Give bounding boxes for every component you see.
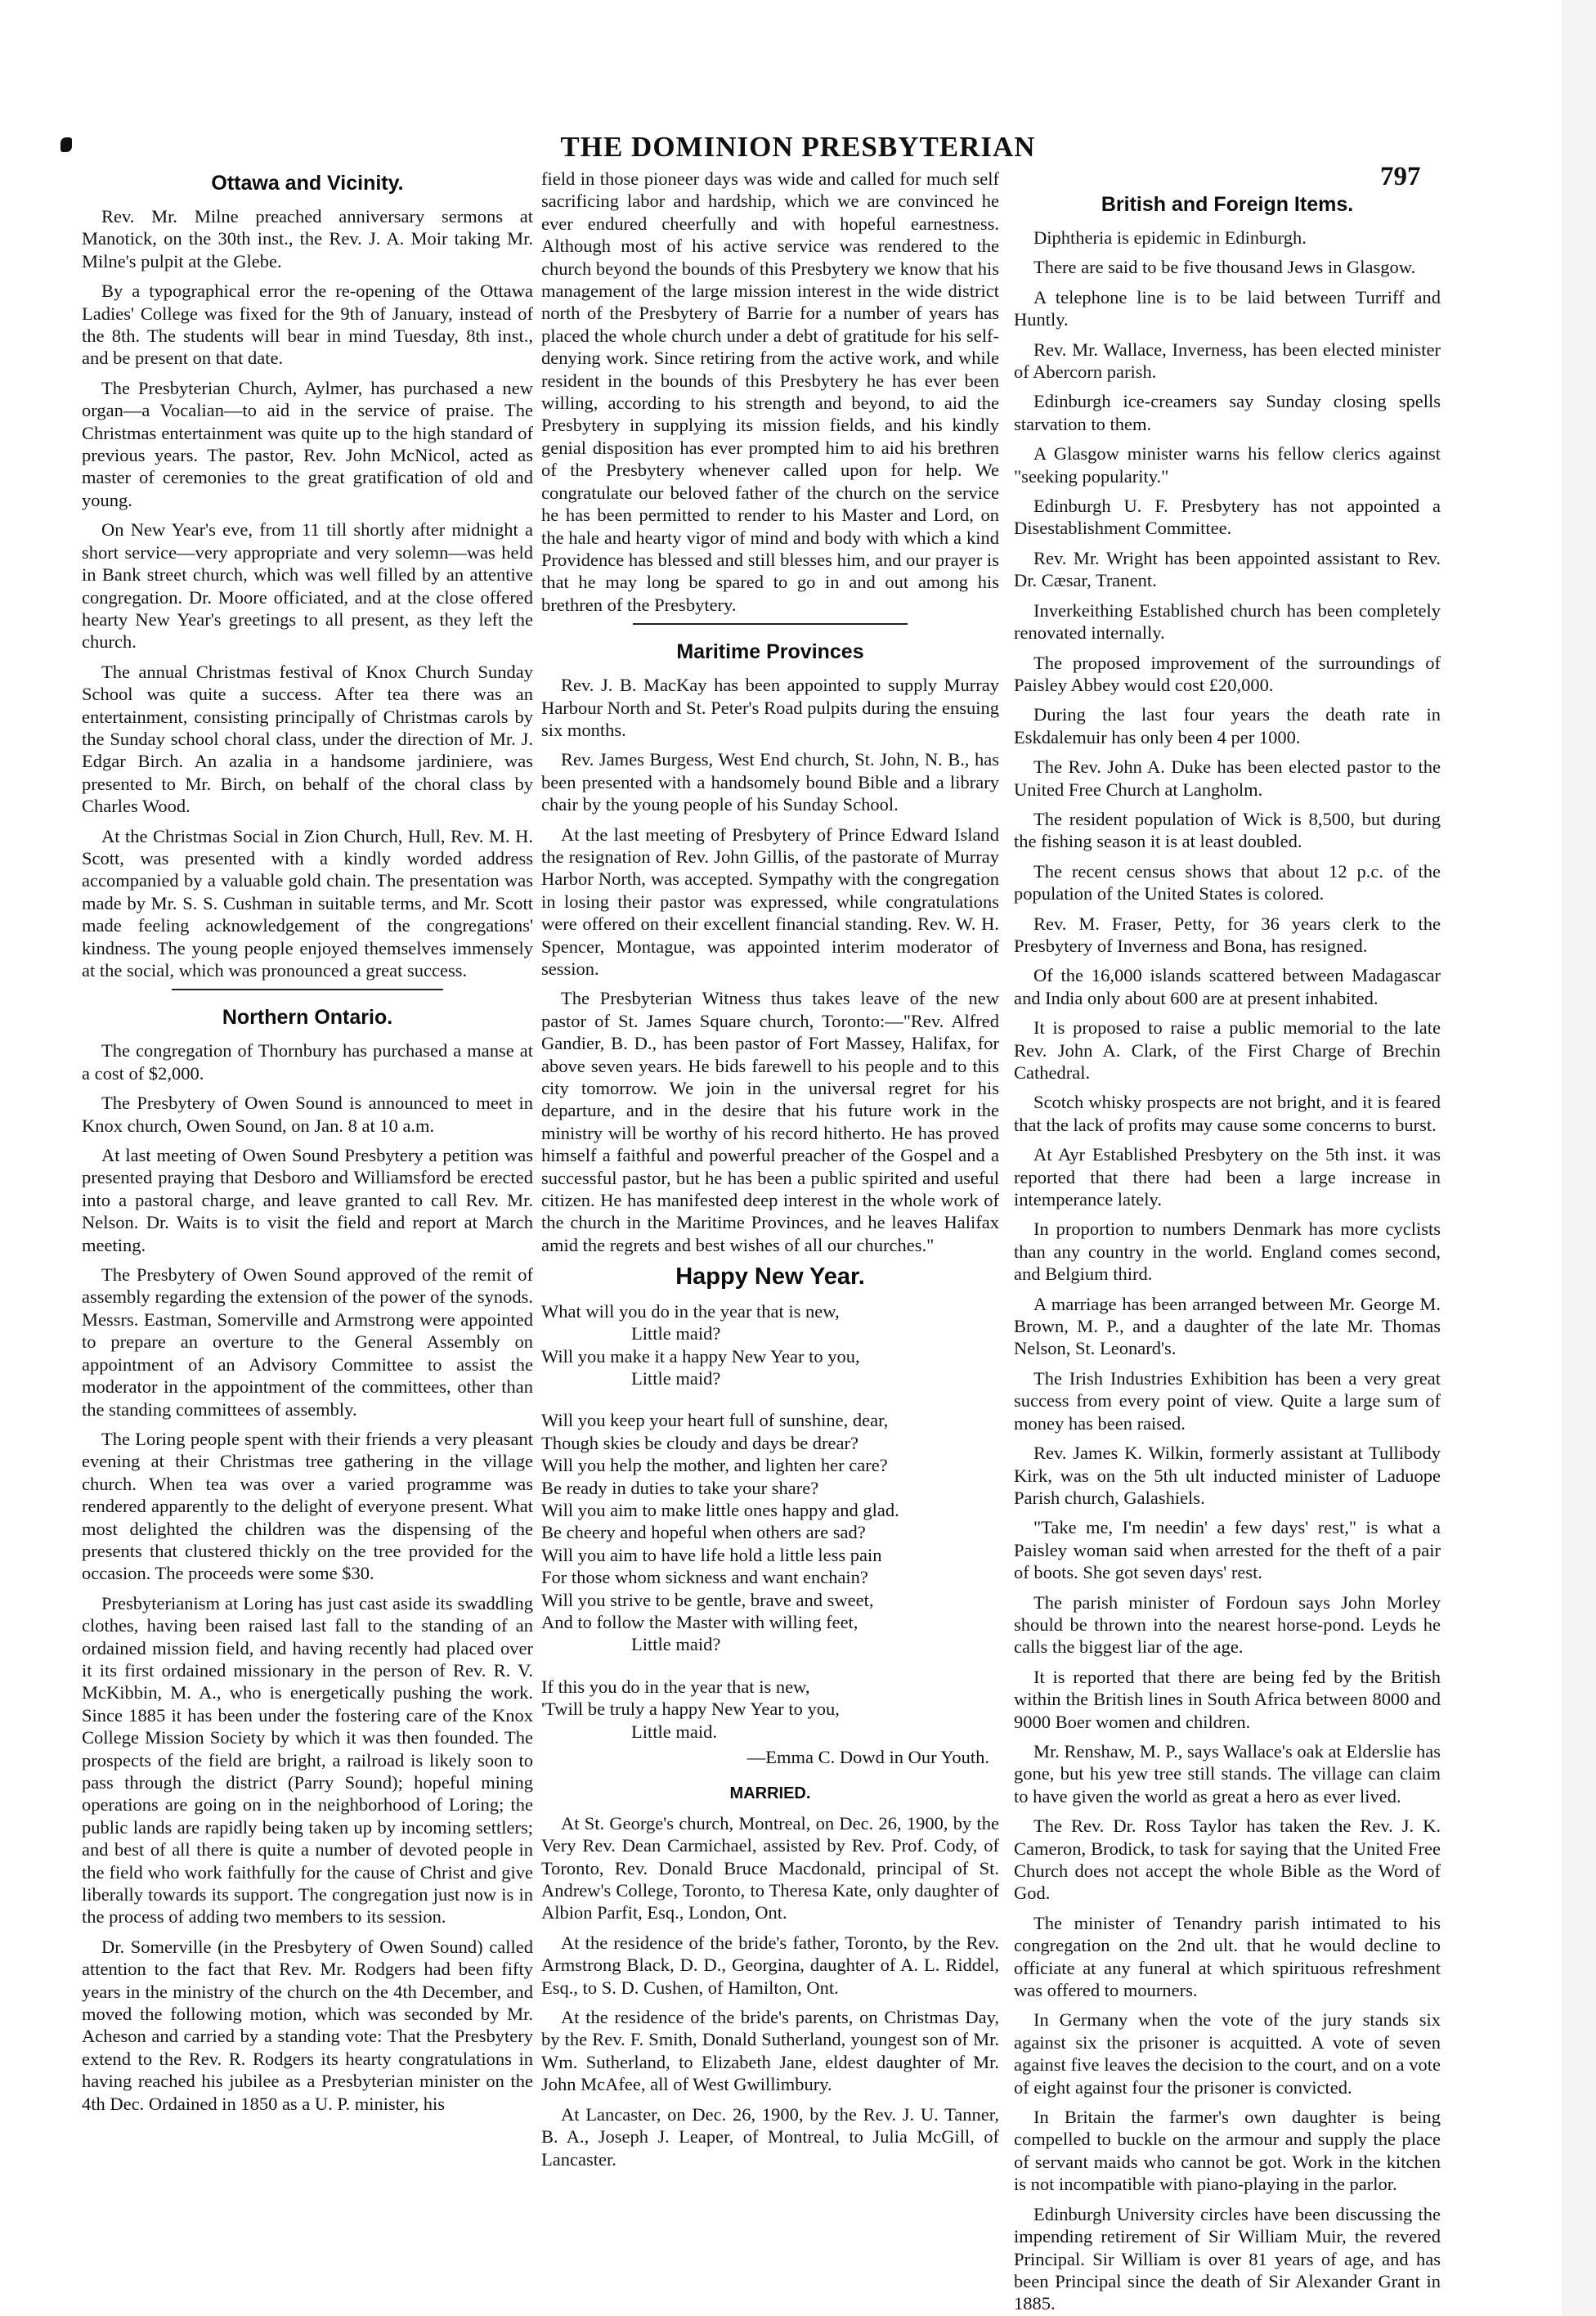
news-item: A telephone line is to be laid between Turriff and Huntly. — [1014, 286, 1441, 330]
column-1 — [82, 168, 533, 2261]
news-item: The annual Christmas festival of Knox Church Sunday School was quite a success. After tea there was an entertainment, consisting principally of Christmas carols by the Sunday school choral class, under the direction of Mr. J. Edgar Birch. An azalia in a handsome jardiniere, was presented to Mr. Birch, on behalf of the choral class by Charles Wood. — [82, 661, 533, 817]
marriage-notice: At St. George's church, Montreal, on Dec. 26, 1900, by the Very Rev. Dean Carmichael, assisted by Rev. Prof. Cody, of Toronto, Rev. Donald Bruce Macdonald, principal of St. Andrew's College, Toronto, to Theresa Kate, only daughter of Albion Parfit, Esq., London, Ont. — [541, 1812, 999, 1923]
poem-line: If this you do in the year that is new, — [541, 1676, 810, 1697]
news-item: At last meeting of Owen Sound Presbytery a petition was presented praying that Desboro and Williamsford be erected into a pastoral charge, and leave granted to call Rev. Mr. Nelson. Dr. Waits is to visit the field and report at March meeting. — [82, 1145, 533, 1255]
poem-stanza — [541, 1300, 999, 1390]
news-item: In Britain the farmer's own daughter is being compelled to buckle on the armour and supply the place of servant maids who cannot be got. Work in the kitchen is not incompatible with piano-playing in the parlor. — [1014, 2107, 1441, 2195]
news-item: Rev. Mr. Wallace, Inverness, has been elected minister of Abercorn parish. — [1014, 339, 1441, 383]
news-item: Rev. M. Fraser, Petty, for 36 years clerk to the Presbytery of Inverness and Bona, has resigned. — [1014, 913, 1441, 956]
poem-stanza — [541, 1409, 999, 1655]
masthead: THE DOMINION PRESBYTERIAN — [560, 131, 1036, 163]
poem-line: For those whom sickness and want enchain? — [541, 1567, 868, 1588]
news-item: Edinburgh University circles have been discussing the impending retirement of Sir William Muir, the revered Principal. Sir William is over 81 years of age, and has been Principal since the death of Sir Alexander Grant in 1885. — [1014, 2203, 1441, 2314]
news-item: The congregation of Thornbury has purchased a manse at a cost of $2,000. — [82, 1040, 533, 1084]
section-heading-british-foreign: British and Foreign Items. — [1101, 193, 1354, 216]
continued-paragraph: field in those pioneer days was wide and called for much self sacrificing labor and hardship, which we are convinced he ever endured cheerfully and with hopeful earnestness. Although most of his active service was rendered to the church beyond the bounds of this Presbytery we know that his management of the large mission interest in the wide district north of the Presbytery of Barrie for a number of years has placed the whole church under a debt of gratitude for his self-denying work. Since retiring from the active work, and while resident in the bounds of this Presbytery he has ever been willing, according to his strength and beyond, to aid the Presbytery in supplying its mission fields, and his kindly genial disposition has ever prompted him to aid his brethren of the Presbytery whenever called upon for help. We congratulate our beloved father of the church on the service he has been permitted to render to his Master and Lord, on the hale and hearty vigor of mind and body with which a kind Providence has blessed and still blesses him, and our prayer is that he may long be spared to go in and out among his brethren of the Presbytery. — [541, 168, 999, 615]
poem — [541, 1300, 999, 1769]
news-item: Mr. Renshaw, M. P., says Wallace's oak at Elderslie has gone, but his yew tree still stands. The village can claim to have given the world as great a hero as ever lived. — [1014, 1740, 1441, 1807]
news-item: The Loring people spent with their friends a very pleasant evening at their Christmas tree gathering in the village church. When tea was over a varied programme was rendered apparently to the delight of everyone present. What most delighted the children was the dispensing of the presents that clustered thickly on the tree provided for the occasion. The proceeds were some $30. — [82, 1428, 533, 1584]
news-item: The resident population of Wick is 8,500, but during the fishing season it is at least doubled. — [1014, 808, 1441, 852]
news-item: In proportion to numbers Denmark has more cyclists than any country in the world. England comes second, and Belgium third. — [1014, 1219, 1441, 1285]
news-item: The Presbyterian Church, Aylmer, has purchased a new organ—a Vocalian—to aid in the service of praise. The Christmas entertainment was quite up to the high standard of previous years. The pastor, Rev. John McNicol, acted as master of ceremonies to the great gratification of old and young. — [82, 377, 533, 510]
news-item: Rev. James K. Wilkin, formerly assistant at Tullibody Kirk, was on the 5th ult inducted minister of Laduope Parish church, Galashiels. — [1014, 1443, 1441, 1508]
news-item: The Rev. Dr. Ross Taylor has taken the Rev. J. K. Cameron, Brodick, to task for saying that the United Free Church does not accept the whole Bible as the Word of God. — [1014, 1816, 1441, 1904]
news-item: The recent census shows that about 12 p.c. of the population of the United States is colored. — [1014, 860, 1441, 904]
poem-line: Will you strive to be gentle, brave and sweet, — [541, 1589, 874, 1610]
news-item: A Glasgow minister warns his fellow clerics against "seeking popularity." — [1014, 443, 1441, 487]
marriage-notice: At Lancaster, on Dec. 26, 1900, by the Rev. J. U. Tanner, B. A., Joseph J. Leaper, of Montreal, to Julia McGill, of Lancaster. — [541, 2103, 999, 2170]
poem-line: Be ready in duties to take your share? — [541, 1477, 819, 1498]
poem-line: Little maid? — [631, 1634, 721, 1655]
section-heading-maritime: Maritime Provinces — [676, 640, 864, 664]
news-item: The minister of Tenandry parish intimated to his congregation on the 2nd ult. that he would decline to officiate at any funeral at which spirituous refreshment was offered to mourners. — [1014, 1912, 1441, 2001]
news-item: Rev. James Burgess, West End church, St. John, N. B., has been presented with a handsomely bound Bible and a library chair by the young people of his Sunday School. — [541, 749, 999, 815]
news-item: At the last meeting of Presbytery of Prince Edward Island the resignation of Rev. John Gillis, of the pastorate of Murray Harbor North, was accepted. Sympathy with the congregation in losing their pastor was expressed, while congratulations were offered on their excellent financial standing. Rev. W. H. Spencer, Montague, was appointed interim moderator of session. — [541, 824, 999, 979]
news-item: There are said to be five thousand Jews in Glasgow. — [1033, 257, 1416, 278]
news-item: Presbyterianism at Loring has just cast aside its swaddling clothes, having been raised last fall to the standing of an ordained mission field, and having recently had placed over it its first ordained missionary in the person of Rev. R. V. McKibbin, M. A., who is energetically pushing the work. Since 1885 it has been under the fostering care of the Knox College Mission Society by which it was then founded. The prospects of the field are bright, a railroad is likely soon to pass through the district (Parry Sound); hopeful mining operations are going on in the neighborhood of Loring; the public lands are rapidly being taken up by incoming settlers; and best of all there is quite a number of devoted people in the field who work faithfully for the cause of Christ and give liberally towards its support. The congregation just now is in the process of adding two members to its session. — [82, 1592, 533, 1928]
news-item: It is proposed to raise a public memorial to the late Rev. John A. Clark, of the First Charge of Brechin Cathedral. — [1014, 1017, 1441, 1083]
marriage-notice: At the residence of the bride's father, Toronto, by the Rev. Armstrong Black, D. D., Georgina, daughter of A. L. Riddel, Esq., to S. D. Cushen, of Hamilton, Ont. — [541, 1932, 999, 1998]
poem-line: Little maid. — [631, 1721, 717, 1742]
marriage-notice: At the residence of the bride's parents, on Christmas Day, by the Rev. F. Smith, Donald Sutherland, youngest son of Mr. Wm. Sutherland, to Elizabeth Jane, eldest daughter of Mr. John McAfee, all of West Gwillimbury. — [541, 2007, 999, 2095]
news-item: By a typographical error the re-opening of the Ottawa Ladies' College was fixed for the 9th of January, instead of the 8th. The students will bear in mind Tuesday, 8th inst., and be present on that date. — [82, 281, 533, 369]
news-item: The Presbyterian Witness thus takes leave of the new pastor of St. James Square church, Toronto:—"Rev. Alfred Gandier, B. D., has been pastor of Fort Massey, Halifax, for above seven years. He bids farewell to his people and to this city tomorrow. We join in the universal regret for his departure, and in the desire that his future work in the ministry will be worthy of his record hitherto. He has proved himself a faithful and powerful preacher of the Gospel and a successful pastor, but he has been a public spirited and useful citizen. He has manifested deep interest in the whole work of the church in the Maritime Provinces, and he leaves Halifax amid the regrets and best wishes of all our churches." — [541, 988, 999, 1255]
news-item: At Ayr Established Presbytery on the 5th inst. it was reported that there had been a large increase in intemperance lately. — [1014, 1144, 1441, 1210]
poem-line: Be cheery and hopeful when others are sad? — [541, 1522, 866, 1543]
news-item: Edinburgh U. F. Presbytery has not appointed a Disestablishment Committee. — [1014, 496, 1441, 539]
news-item: The Presbytery of Owen Sound is announced to meet in Knox church, Owen Sound, on Jan. 8 at 10 a.m. — [82, 1093, 533, 1136]
section-heading-northern-ontario: Northern Ontario. — [222, 1006, 393, 1030]
news-item: In Germany when the vote of the jury stands six against six the prisoner is acquitted. A vote of seven against five leaves the decision to the court, and on a vote of eight against four the prisoner is convicted. — [1014, 2009, 1441, 2098]
poem-line: Will you aim to make little ones happy and glad. — [541, 1499, 899, 1520]
poem-line: Will you aim to have life hold a little less pain — [541, 1544, 882, 1565]
poem-line: Will you help the mother, and lighten her care? — [541, 1455, 888, 1476]
poem-line: 'Twill be truly a happy New Year to you, — [541, 1699, 840, 1720]
news-item: During the last four years the death rate in Eskdalemuir has only been 4 per 1000. — [1014, 704, 1441, 747]
news-item: Rev. Mr. Milne preached anniversary sermons at Manotick, on the 30th inst., the Rev. J. A. Moir taking Mr. Milne's pulpit at the Glebe. — [82, 206, 533, 272]
news-item: On New Year's eve, from 11 till shortly after midnight a short service—very appropriate and very solemn—was held in Bank street church, which was well filled by an attentive congregation. Dr. Moore officiated, and at the close offered hearty New Year's greetings to all present, as they left the church. — [82, 519, 533, 653]
news-item: Scotch whisky prospects are not bright, and it is feared that the lack of profits may cause some concerns to burst. — [1014, 1092, 1441, 1135]
column-3 — [1014, 168, 1441, 2314]
news-item: Rev. Mr. Wright has been appointed assistant to Rev. Dr. Cæsar, Tranent. — [1014, 547, 1441, 591]
poem-attribution: —Emma C. Dowd in Our Youth. — [746, 1747, 989, 1767]
section-heading-married: MARRIED. — [729, 1784, 811, 1803]
poem-line: Will you make it a happy New Year to you, — [541, 1345, 860, 1367]
section-heading-ottawa: Ottawa and Vicinity. — [211, 172, 404, 195]
poem-line: Will you keep your heart full of sunshine, dear, — [541, 1410, 889, 1431]
news-item: Edinburgh ice-creamers say Sunday closing spells starvation to them. — [1014, 391, 1441, 434]
news-item: "Take me, I'm needin' a few days' rest," is what a Paisley woman said when arrested for the theft of a pair of boots. She got seven days' rest. — [1014, 1517, 1441, 1583]
news-item: Inverkeithing Established church has been completely renovated internally. — [1014, 599, 1441, 644]
page-number: 797 — [1380, 162, 1421, 191]
poem-title: Happy New Year. — [675, 1263, 865, 1290]
news-item: Diphtheria is epidemic in Edinburgh. — [1033, 227, 1307, 248]
column-2 — [541, 168, 999, 2261]
news-item: Rev. J. B. MacKay has been appointed to supply Murray Harbour North and St. Peter's Road pulpits during the ensuing six months. — [541, 675, 999, 740]
poem-line: What will you do in the year that is new, — [541, 1300, 840, 1322]
poem-line: Little maid? — [631, 1367, 721, 1389]
poem-line: Little maid? — [631, 1323, 721, 1344]
news-item: The parish minister of Fordoun says John Morley should be thrown into the nearest horse-pond. Leyds he calls the biggest liar of the age. — [1014, 1591, 1441, 1658]
section-divider — [172, 989, 442, 990]
page-edge-shadow — [1562, 0, 1596, 2316]
poem-line: Though skies be cloudy and days be drear? — [541, 1432, 859, 1453]
news-item: The proposed improvement of the surroundings of Paisley Abbey would cost £20,000. — [1014, 652, 1441, 695]
news-item: Dr. Somerville (in the Presbytery of Owen Sound) called attention to the fact that Rev. Mr. Rodgers had been fifty years in the ministry of the church on the 4th December, and moved the following motion, which was seconded by Mr. Acheson and carried by a standing vote: That the Presbytery extend to the Rev. R. Rodgers its hearty congratulations in having reached his jubilee as a Presbyterian minister on the 4th Dec. Ordained in 1850 as a U. P. minister, his — [82, 1936, 533, 2114]
section-divider — [633, 623, 908, 625]
news-item: A marriage has been arranged between Mr. George M. Brown, M. P., and a daughter of the late Mr. Thomas Nelson, St. Leonard's. — [1014, 1293, 1441, 1359]
news-item: The Rev. John A. Duke has been elected pastor to the United Free Church at Langholm. — [1014, 756, 1441, 800]
poem-line: And to follow the Master with willing feet, — [541, 1611, 859, 1632]
news-item: It is reported that there are being fed by the British within the British lines in South Africa between 8000 and 9000 Boer women and children. — [1014, 1666, 1441, 1732]
poem-stanza — [541, 1676, 999, 1743]
news-item: The Irish Industries Exhibition has been a very great success from every point of view. Quite a large sum of money has been raised. — [1014, 1367, 1441, 1434]
news-item: At the Christmas Social in Zion Church, Hull, Rev. M. H. Scott, was presented with a kindly worded address accompanied by a valuable gold chain. The presentation was made by Mr. S. S. Cushman in suitable terms, and Mr. Scott made feeling acknowledgement of the congregations' kindness. The young people enjoyed themselves immensely at the social, which was pronounced a great success. — [82, 825, 533, 981]
news-item: The Presbytery of Owen Sound approved of the remit of assembly regarding the extension of the power of the synods. Messrs. Eastman, Somerville and Armstrong were appointed to prepare an overture to the General Assembly on appointment of an Advisory Committee to assist the moderator in the appointment of the committees, other than the standing committees of assembly. — [82, 1264, 533, 1420]
news-item: Of the 16,000 islands scattered between Madagascar and India only about 600 are at present inhabited. — [1014, 965, 1441, 1008]
